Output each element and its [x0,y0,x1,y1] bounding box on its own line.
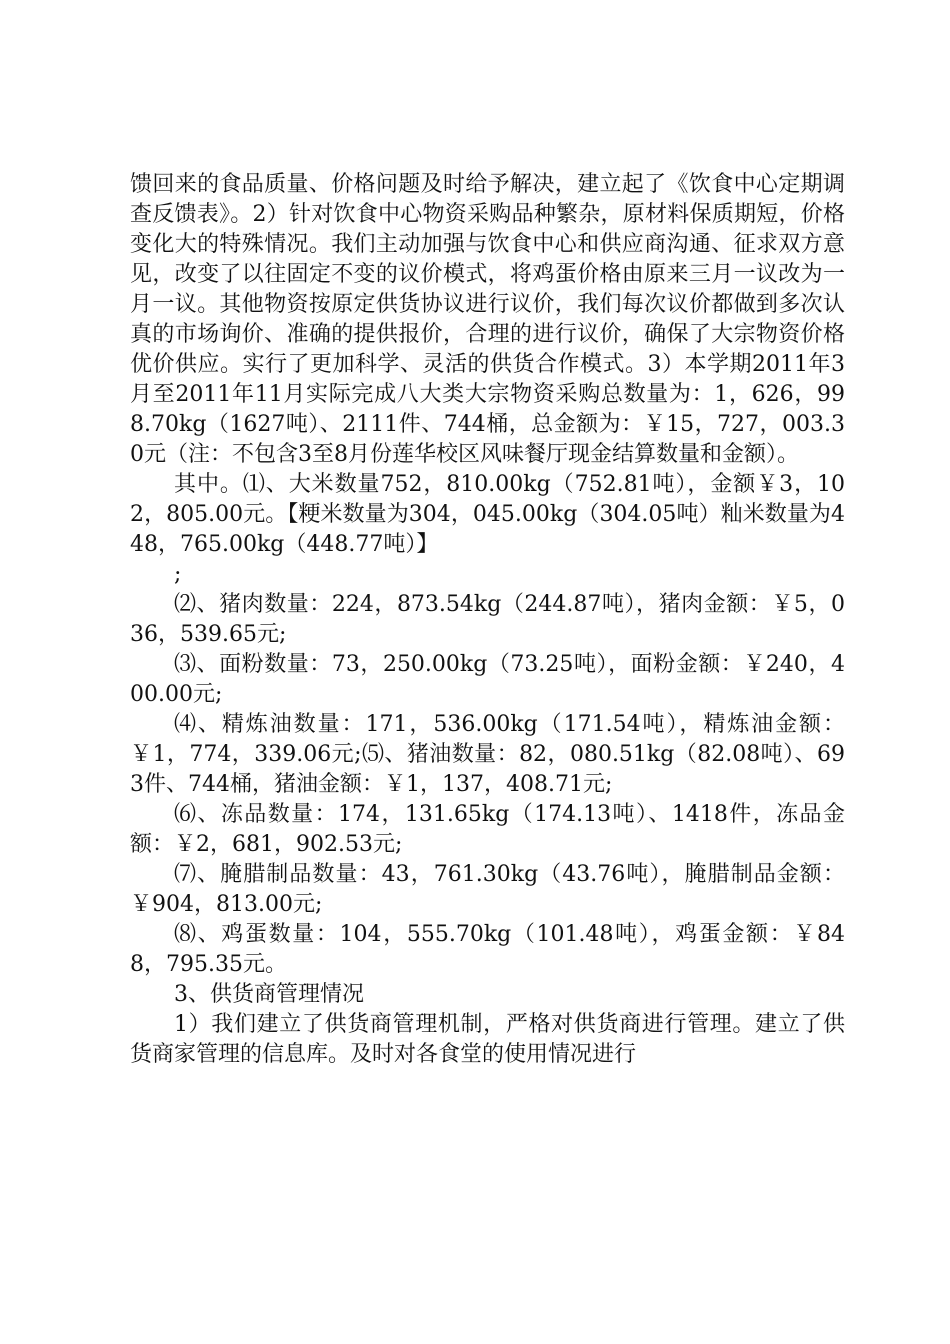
body-text [130,170,845,1070]
paragraph-frozen-goods: ⑹、冻品数量：174，131.65kg（174.13吨）、1418件，冻品金额：￥2，681，902.53元; [130,802,845,857]
paragraph-feedback-and-pricing: 馈回来的食品质量、价格问题及时给予解决，建立起了《饮食中心定期调查反馈表》。2）针对饮食中心物资采购品种繁杂，原材料保质期短，价格变化大的特殊情况。我们主动加强与饮食中心和供应商沟通、征求双方意见，改变了以往固定不变的议价模式，将鸡蛋价格由原来三月一议改为一月一议。其他物资按原定供货协议进行议价，我们每次议价都做到多次认真的市场询价、准确的提供报价，合理的进行议价，确保了大宗物资价格优价供应。实行了更加科学、灵活的供货合作模式。3）本学期2011年3月至2011年11月实际完成八大类大宗物资采购总数量为：1，626，998.70kg（1627吨）、2111件、744桶，总金额为：￥15，727，003.30元（注：不包含3至8月份莲华校区风味餐厅现金结算数量和金额）。 [130,172,845,467]
section-heading-supplier-management: 3、供货商管理情况 [174,982,364,1007]
paragraph-cured-meat: ⑺、腌腊制品数量：43，761.30kg（43.76吨），腌腊制品金额：￥904，813.00元; [130,862,845,917]
paragraph-rice: 其中。⑴、大米数量752，810.00kg（752.81吨），金额￥3，102，805.00元。【粳米数量为304，045.00kg（304.05吨）籼米数量为448，765.00kg（448.77吨）】 [130,472,845,557]
paragraph-oil-and-lard: ⑷、精炼油数量：171，536.00kg（171.54吨），精炼油金额：￥1，774，339.06元;⑸、猪油数量：82，080.51kg（82.08吨）、693件、744桶，猪油金额：￥1，137，408.71元; [130,712,845,797]
paragraph-flour: ⑶、面粉数量：73，250.00kg（73.25吨），面粉金额：￥240，400.00元; [130,652,845,707]
paragraph-separator: ; [174,562,182,587]
paragraph-eggs: ⑻、鸡蛋数量：104，555.70kg（101.48吨），鸡蛋金额：￥848，795.35元。 [130,922,845,977]
paragraph-supplier-mechanism: 1）我们建立了供货商管理机制，严格对供货商进行管理。建立了供货商家管理的信息库。及时对各食堂的使用情况进行 [130,1012,845,1067]
paragraph-pork: ⑵、猪肉数量：224，873.54kg（244.87吨），猪肉金额：￥5，036，539.65元; [130,592,845,647]
